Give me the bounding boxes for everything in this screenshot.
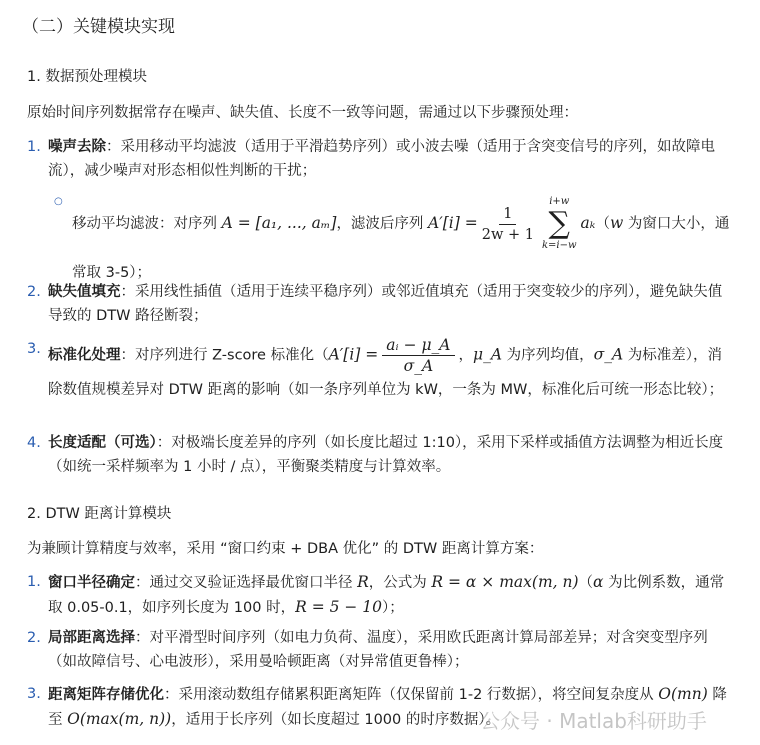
fraction [382,335,454,376]
list-item [27,280,730,328]
math: μ_A [473,345,503,364]
list-number: 2. [27,630,41,646]
math: w [609,214,624,232]
bullet-circle-icon: ○ [54,196,63,207]
math: aₖ [580,214,596,232]
text: ，滤波后序列 [336,216,429,232]
numerator: 1 [499,204,516,225]
text: 为序列均值， [502,347,594,364]
list-number: 2. [27,284,41,300]
heading-preprocess: 1. 数据预处理模块 [27,69,147,85]
list-item [27,626,730,674]
item-text: ：采用移动平均滤波（适用于平滑趋势序列）或小波去噪（适用于含突变信号的序列，如故障电流），减少噪声对形态相似性判断的干扰； [48,139,715,179]
list-number: 3. [27,341,41,357]
item-text: ：采用线性插值（适用于连续平稳序列）或邻近值填充（适用于突变较少的序列），避免缺失值导致的 DTW 路径断裂； [48,284,723,324]
fraction [482,204,534,245]
item-title: 缺失值填充 [48,284,121,300]
text: 为窗口大小，通常取 3-5）； [72,216,730,281]
intro-preprocess: 原始时间序列数据常存在噪声、缺失值、长度不一致等问题，需通过以下步骤预处理： [27,105,578,121]
math: A′[i] = [428,214,478,232]
text: 降至 [48,687,727,728]
math: σ_A [593,345,624,364]
list-item [27,135,730,183]
list-number: 1. [27,139,41,155]
lower-limit: k=i−w [541,240,577,251]
text: 移动平均滤波：对序列 [72,216,222,232]
text: ：采用滚动数组存储累积距离矩阵（仅保留前 1-2 行数据），将空间复杂度从 [164,687,659,703]
math: A = [a₁, ..., aₘ] [221,214,337,232]
math: O(max(m, n)) [67,710,172,728]
math: α [593,573,604,591]
text: ，公式为 [368,575,432,591]
item-text: ：对平滑型时间序列（如电力负荷、温度），采用欧氏距离计算局部差异；对含突变型序列（如故障信号、心电波形），采用曼哈顿距离（对异常值更鲁棒）； [48,630,708,670]
item-title: 窗口半径确定 [48,575,135,591]
math: R = α × max(m, n) [431,573,579,591]
text: 为比例系数，通常取 0.05-0.1，如序列长度为 100 时， [48,575,725,616]
denominator: σ_A [403,357,434,375]
summation [542,195,577,253]
list-item [27,570,730,620]
math: R [357,573,369,591]
text: 为标准差），消除数值规模差异对 DTW 距离的影响（如一条序列单位为 kW，一条为 MW，标准化后可统一形态比较）； [48,347,724,398]
section-title: （二）关键模块实现 [22,17,175,37]
item-title: 局部距离选择 [48,630,135,646]
text: ， [458,347,473,364]
text: ：对序列进行 Z-score 标准化（ [120,347,329,364]
text: （ [578,575,594,591]
watermark: 公众号 · Matlab科研助手 [480,709,707,733]
intro-dtw: 为兼顾计算精度与效率，采用 “窗口约束 + DBA 优化” 的 DTW 距离计算方案： [27,541,544,557]
item-title: 长度适配（可选） [48,435,157,451]
math: A′[i] = [328,345,379,364]
list-number: 3. [27,686,41,702]
text: ）； [382,600,404,616]
list-number: 4. [27,435,41,451]
list-item [27,431,730,479]
text: ，适用于长序列（如长度超过 1000 的时序数据）。 [171,712,501,728]
list-number: 1. [27,574,41,590]
list-item [27,335,730,404]
item-text: ：对极端长度差异的序列（如长度比超过 1:10），采用下采样或插值方法调整为相近长度（如统一采样频率为 1 小时 / 点），平衡聚类精度与计算效率。 [48,435,724,475]
numerator: aᵢ − μ_A [382,335,454,356]
math: R = 5 − 10 [295,598,383,616]
sub-list-item [72,195,730,293]
item-title: 距离矩阵存储优化 [48,687,164,703]
sigma-icon: ∑ [548,206,570,241]
item-title: 噪声去除 [48,139,106,155]
text: （ [595,216,610,232]
upper-limit: i+w [549,196,570,207]
text: ：通过交叉验证选择最优窗口半径 [135,575,358,591]
heading-dtw: 2. DTW 距离计算模块 [27,506,172,522]
math: O(mn) [658,685,708,703]
item-title: 标准化处理 [48,347,121,364]
denominator: 2w + 1 [481,226,534,243]
